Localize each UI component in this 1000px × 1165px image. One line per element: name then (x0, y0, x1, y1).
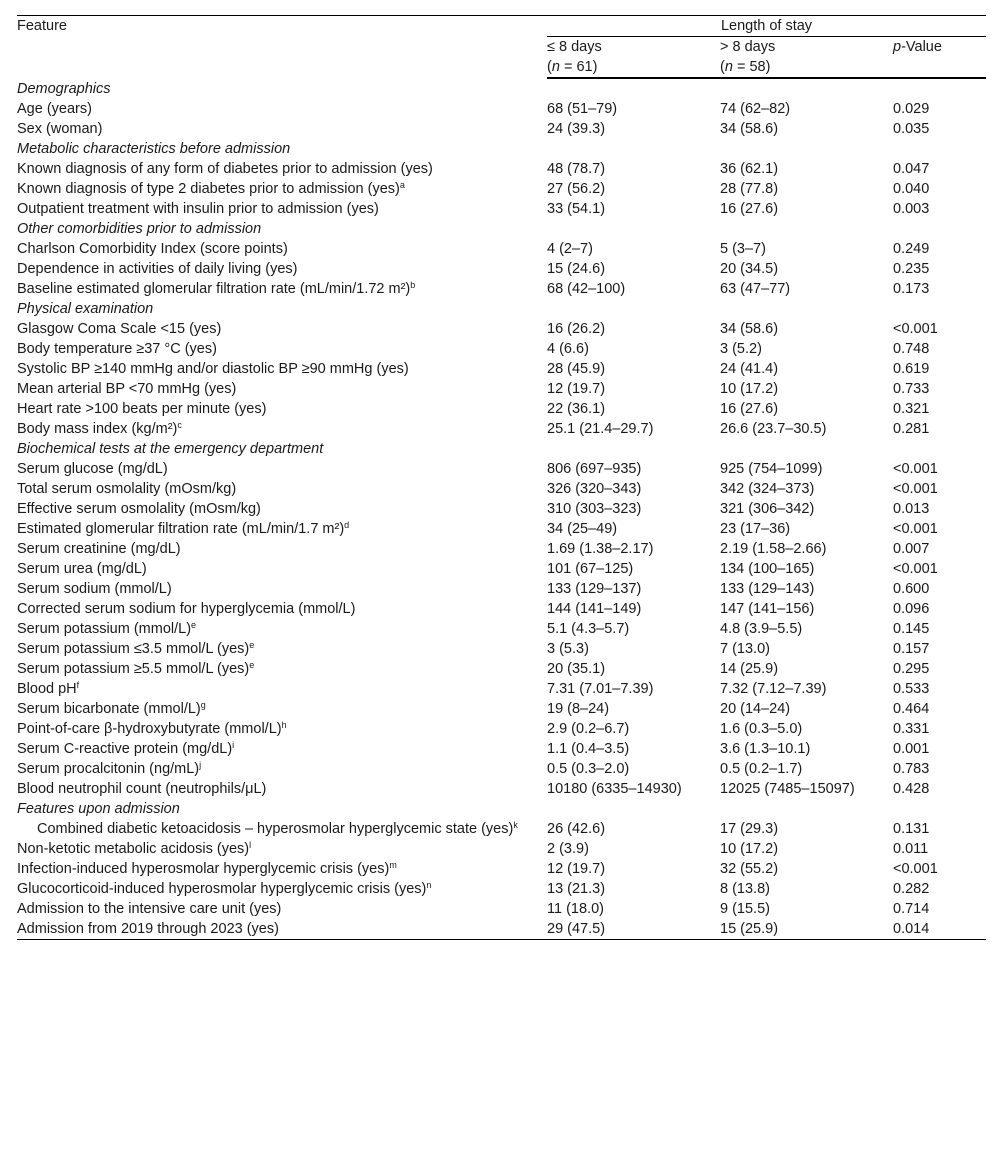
table-body (17, 78, 986, 940)
group-le-8-days-value: 11 (18.0) (547, 901, 604, 917)
section-title: Metabolic characteristics before admission (17, 141, 291, 157)
p-value-header-rest: -Value (901, 39, 942, 55)
group-le-8-days-n: (n = 61) (547, 59, 598, 75)
p-value: 0.619 (893, 361, 930, 377)
feature-label: Serum potassium ≥5.5 mmol/L (yes) (17, 661, 250, 677)
footnote-marker: f (76, 680, 80, 690)
table-row (17, 639, 986, 659)
footnote-marker: e (249, 660, 255, 670)
group-le-8-days-value: 28 (45.9) (547, 361, 606, 377)
footnote-marker: e (249, 640, 255, 650)
p-value: <0.001 (893, 561, 938, 577)
feature-cell (17, 239, 547, 259)
section-header-row (17, 139, 986, 159)
feature-label: Serum potassium (mmol/L) (17, 621, 192, 637)
feature-label: Effective serum osmolality (mOsm/kg) (17, 501, 261, 517)
group-gt-8-days-value: 28 (77.8) (720, 181, 779, 197)
feature-label: Non-ketotic metabolic acidosis (yes) (17, 841, 250, 857)
p-value: 0.040 (893, 181, 930, 197)
feature-label: Age (years) (17, 101, 92, 117)
footnote-marker: i (232, 740, 235, 750)
table-row (17, 619, 986, 639)
feature-label: Glucocorticoid-induced hyperosmolar hyperglycemic crisis (yes) (17, 881, 427, 897)
group-gt-8-days-value: 3.6 (1.3–10.1) (720, 741, 811, 757)
feature-label: Serum bicarbonate (mmol/L) (17, 701, 201, 717)
section-header-row (17, 799, 986, 819)
table-row (17, 779, 986, 799)
feature-label: Serum sodium (mmol/L) (17, 581, 172, 597)
group-gt-8-days-value: 74 (62–82) (720, 101, 791, 117)
p-value: <0.001 (893, 481, 938, 497)
group-le-8-days-label: ≤ 8 days (547, 39, 602, 55)
group-gt-8-days-label: > 8 days (720, 39, 776, 55)
feature-cell (17, 399, 547, 419)
feature-label: Infection-induced hyperosmolar hyperglycemic crisis (yes) (17, 861, 390, 877)
section-header-row (17, 78, 986, 99)
group-gt-8-days-value: 0.5 (0.2–1.7) (720, 761, 803, 777)
group-gt-8-days-value: 32 (55.2) (720, 861, 779, 877)
group-le-8-days-value: 24 (39.3) (547, 121, 606, 137)
feature-cell (17, 99, 547, 119)
table-row (17, 559, 986, 579)
group-gt-8-days-header (720, 37, 893, 79)
p-value: 0.282 (893, 881, 930, 897)
group-le-8-days-value: 12 (19.7) (547, 381, 606, 397)
group-le-8-days-value: 10180 (6335–14930) (547, 781, 682, 797)
feature-cell (17, 639, 547, 659)
p-value: 0.733 (893, 381, 930, 397)
table-row (17, 379, 986, 399)
feature-cell (17, 879, 547, 899)
table-row (17, 539, 986, 559)
feature-label: Point-of-care β-hydroxybutyrate (mmol/L) (17, 721, 282, 737)
p-value: 0.281 (893, 421, 930, 437)
feature-cell (17, 739, 547, 759)
feature-cell (17, 259, 547, 279)
feature-label: Blood neutrophil count (neutrophils/μL) (17, 781, 267, 797)
table-row (17, 879, 986, 899)
feature-label: Systolic BP ≥140 mmHg and/or diastolic BP ≥90 mmHg (yes) (17, 361, 409, 377)
p-value: 0.331 (893, 721, 930, 737)
group-le-8-days-value: 25.1 (21.4–29.7) (547, 421, 654, 437)
table-row (17, 679, 986, 699)
section-header-row (17, 439, 986, 459)
group-le-8-days-value: 29 (47.5) (547, 919, 720, 940)
group-le-8-days-value: 68 (51–79) (547, 101, 618, 117)
feature-label: Serum urea (mg/dL) (17, 561, 147, 577)
section-title: Other comorbidities prior to admission (17, 221, 262, 237)
table-row (17, 339, 986, 359)
feature-label: Dependence in activities of daily living (yes) (17, 261, 298, 277)
group-le-8-days-value: 12 (19.7) (547, 861, 606, 877)
feature-label: Serum glucose (mg/dL) (17, 461, 168, 477)
group-gt-8-days-value: 10 (17.2) (720, 381, 779, 397)
group-le-8-days-value: 27 (56.2) (547, 181, 606, 197)
group-le-8-days-value: 1.1 (0.4–3.5) (547, 741, 630, 757)
table-row (17, 279, 986, 299)
group-le-8-days-value: 15 (24.6) (547, 261, 606, 277)
footnote-marker: d (344, 520, 350, 530)
footnote-marker: h (281, 720, 287, 730)
p-value: <0.001 (893, 321, 938, 337)
p-value: 0.007 (893, 541, 930, 557)
feature-label: Outpatient treatment with insulin prior to admission (yes) (17, 201, 379, 217)
table-row (17, 659, 986, 679)
table-row (17, 579, 986, 599)
p-value: <0.001 (893, 861, 938, 877)
group-le-8-days-value: 2.9 (0.2–6.7) (547, 721, 630, 737)
p-value: 0.464 (893, 701, 930, 717)
table-row (17, 839, 986, 859)
p-value: 0.014 (893, 919, 986, 940)
feature-label: Estimated glomerular filtration rate (mL/min/1.7 m²) (17, 521, 345, 537)
group-le-8-days-value: 16 (26.2) (547, 321, 606, 337)
p-value: 0.157 (893, 641, 930, 657)
feature-label: Sex (woman) (17, 121, 103, 137)
p-value: 0.235 (893, 261, 930, 277)
feature-cell (17, 499, 547, 519)
table-row (17, 319, 986, 339)
p-value: 0.047 (893, 161, 930, 177)
group-gt-8-days-value: 16 (27.6) (720, 201, 779, 217)
group-gt-8-days-value: 342 (324–373) (720, 481, 815, 497)
p-value: 0.173 (893, 281, 930, 297)
footnote-marker: k (513, 820, 518, 830)
table-row (17, 759, 986, 779)
feature-label: Mean arterial BP <70 mmHg (yes) (17, 381, 237, 397)
table-row (17, 499, 986, 519)
p-value: 0.783 (893, 761, 930, 777)
feature-cell (17, 179, 547, 199)
footnote-marker: e (191, 620, 197, 630)
feature-label: Blood pH (17, 681, 77, 697)
group-gt-8-days-value: 34 (58.6) (720, 321, 779, 337)
feature-cell (17, 719, 547, 739)
group-le-8-days-n-value: 61 (576, 59, 593, 75)
group-gt-8-days-value: 5 (3–7) (720, 241, 766, 257)
group-gt-8-days-value: 16 (27.6) (720, 401, 779, 417)
group-gt-8-days-value: 9 (15.5) (720, 901, 770, 917)
table-row (17, 719, 986, 739)
group-gt-8-days-value: 8 (13.8) (720, 881, 770, 897)
table-row (17, 259, 986, 279)
footnote-marker: l (249, 840, 252, 850)
feature-cell (17, 279, 547, 299)
group-gt-8-days-value: 20 (34.5) (720, 261, 779, 277)
group-le-8-days-value: 4 (2–7) (547, 241, 593, 257)
p-value-header-italic: p (893, 39, 902, 55)
table-row (17, 699, 986, 719)
feature-cell (17, 579, 547, 599)
feature-label: Serum C-reactive protein (mg/dL) (17, 741, 233, 757)
feature-label: Charlson Comorbidity Index (score points) (17, 241, 288, 257)
group-le-8-days-value: 13 (21.3) (547, 881, 606, 897)
group-gt-8-days-value: 15 (25.9) (720, 919, 893, 940)
p-value: 0.096 (893, 601, 930, 617)
group-le-8-days-value: 101 (67–125) (547, 561, 634, 577)
group-gt-8-days-value: 23 (17–36) (720, 521, 791, 537)
feature-cell (17, 519, 547, 539)
group-le-8-days-value: 33 (54.1) (547, 201, 606, 217)
p-value: 0.748 (893, 341, 930, 357)
p-value: 0.013 (893, 501, 930, 517)
length-of-stay-header: Length of stay (547, 16, 986, 37)
feature-label: Serum procalcitonin (ng/mL) (17, 761, 200, 777)
p-value: 0.003 (893, 201, 930, 217)
group-gt-8-days-value: 10 (17.2) (720, 841, 779, 857)
table-row (17, 419, 986, 439)
feature-label: Glasgow Coma Scale <15 (yes) (17, 321, 222, 337)
feature-label: Corrected serum sodium for hyperglycemia (mmol/L) (17, 601, 356, 617)
table-row (17, 919, 986, 940)
group-gt-8-days-value: 24 (41.4) (720, 361, 779, 377)
group-gt-8-days-value: 1.6 (0.3–5.0) (720, 721, 803, 737)
feature-cell (17, 159, 547, 179)
group-le-8-days-value: 20 (35.1) (547, 661, 606, 677)
group-gt-8-days-value: 2.19 (1.58–2.66) (720, 541, 827, 557)
table-row (17, 359, 986, 379)
feature-cell (17, 199, 547, 219)
p-value: 0.428 (893, 781, 930, 797)
footnote-marker: c (177, 420, 182, 430)
footnote-marker: a (399, 180, 405, 190)
feature-cell (17, 379, 547, 399)
group-le-8-days-value: 1.69 (1.38–2.17) (547, 541, 654, 557)
feature-label: Serum potassium ≤3.5 mmol/L (yes) (17, 641, 250, 657)
group-gt-8-days-value: 134 (100–165) (720, 561, 815, 577)
group-le-8-days-value: 806 (697–935) (547, 461, 642, 477)
feature-label: Heart rate >100 beats per minute (yes) (17, 401, 267, 417)
group-le-8-days-value: 26 (42.6) (547, 821, 606, 837)
group-gt-8-days-value: 321 (306–342) (720, 501, 815, 517)
feature-cell (17, 699, 547, 719)
feature-cell (17, 779, 547, 799)
p-value: 0.011 (893, 841, 929, 857)
p-value: 0.145 (893, 621, 930, 637)
section-title: Features upon admission (17, 801, 180, 817)
feature-cell (17, 759, 547, 779)
footnote-marker: n (426, 880, 432, 890)
p-value: 0.131 (893, 821, 930, 837)
footnote-marker: j (199, 760, 202, 770)
p-value: 0.600 (893, 581, 930, 597)
feature-column-header: Feature (17, 18, 67, 34)
feature-label: Known diagnosis of type 2 diabetes prior to admission (yes) (17, 181, 400, 197)
table-row (17, 179, 986, 199)
feature-cell (17, 659, 547, 679)
feature-label: Body temperature ≥37 °C (yes) (17, 341, 217, 357)
table-row (17, 519, 986, 539)
group-le-8-days-value: 22 (36.1) (547, 401, 606, 417)
group-le-8-days-value: 144 (141–149) (547, 601, 642, 617)
feature-label: Combined diabetic ketoacidosis – hyperosmolar hyperglycemic state (yes) (37, 821, 514, 837)
table-row (17, 99, 986, 119)
group-le-8-days-header (547, 37, 720, 79)
p-value: <0.001 (893, 521, 938, 537)
feature-cell (17, 539, 547, 559)
feature-cell (17, 619, 547, 639)
group-gt-8-days-n-value: 58 (749, 59, 766, 75)
p-value: 0.321 (893, 401, 930, 417)
group-gt-8-days-value: 7 (13.0) (720, 641, 770, 657)
group-gt-8-days-value: 147 (141–156) (720, 601, 815, 617)
group-gt-8-days-value: 133 (129–143) (720, 581, 815, 597)
group-le-8-days-value: 0.5 (0.3–2.0) (547, 761, 630, 777)
group-le-8-days-value: 2 (3.9) (547, 841, 589, 857)
section-title: Biochemical tests at the emergency department (17, 441, 324, 457)
feature-cell (17, 839, 547, 859)
group-le-8-days-value: 3 (5.3) (547, 641, 589, 657)
group-gt-8-days-n: (n = 58) (720, 59, 771, 75)
feature-cell (17, 419, 547, 439)
group-gt-8-days-value: 3 (5.2) (720, 341, 762, 357)
p-value: 0.714 (893, 901, 930, 917)
feature-cell (17, 119, 547, 139)
feature-cell (17, 819, 547, 839)
group-gt-8-days-value: 26.6 (23.7–30.5) (720, 421, 827, 437)
table-row (17, 399, 986, 419)
feature-label: Admission from 2019 through 2023 (yes) (17, 921, 279, 937)
table-row (17, 119, 986, 139)
group-le-8-days-value: 326 (320–343) (547, 481, 642, 497)
table-row (17, 599, 986, 619)
table-row (17, 239, 986, 259)
table-row (17, 199, 986, 219)
p-value: 0.249 (893, 241, 930, 257)
feature-cell (17, 919, 547, 940)
p-value-header (893, 37, 986, 79)
table-row (17, 479, 986, 499)
feature-label: Total serum osmolality (mOsm/kg) (17, 481, 237, 497)
table-row (17, 739, 986, 759)
feature-cell (17, 599, 547, 619)
p-value: <0.001 (893, 461, 938, 477)
group-gt-8-days-value: 925 (754–1099) (720, 461, 823, 477)
feature-cell (17, 459, 547, 479)
group-gt-8-days-value: 17 (29.3) (720, 821, 779, 837)
length-of-stay-table (17, 15, 986, 940)
p-value: 0.533 (893, 681, 930, 697)
feature-cell (17, 899, 547, 919)
group-gt-8-days-value: 63 (47–77) (720, 281, 791, 297)
group-le-8-days-value: 4 (6.6) (547, 341, 589, 357)
group-le-8-days-value: 19 (8–24) (547, 701, 610, 717)
table-row (17, 159, 986, 179)
group-gt-8-days-value: 36 (62.1) (720, 161, 779, 177)
feature-label: Admission to the intensive care unit (yes) (17, 901, 282, 917)
group-le-8-days-value: 68 (42–100) (547, 281, 626, 297)
section-title: Physical examination (17, 301, 154, 317)
feature-cell (17, 359, 547, 379)
group-gt-8-days-value: 34 (58.6) (720, 121, 779, 137)
p-value: 0.001 (893, 741, 930, 757)
feature-label: Known diagnosis of any form of diabetes prior to admission (yes) (17, 161, 433, 177)
table-row (17, 859, 986, 879)
feature-label: Serum creatinine (mg/dL) (17, 541, 181, 557)
p-value: 0.029 (893, 101, 930, 117)
feature-cell (17, 479, 547, 499)
footnote-marker: m (389, 860, 397, 870)
feature-label: Body mass index (kg/m²) (17, 421, 178, 437)
group-gt-8-days-value: 4.8 (3.9–5.5) (720, 621, 803, 637)
feature-label: Baseline estimated glomerular filtration rate (mL/min/1.72 m²) (17, 281, 411, 297)
feature-cell (17, 339, 547, 359)
group-le-8-days-value: 48 (78.7) (547, 161, 606, 177)
feature-cell (17, 559, 547, 579)
p-value: 0.295 (893, 661, 930, 677)
section-header-row (17, 219, 986, 239)
group-gt-8-days-value: 12025 (7485–15097) (720, 781, 855, 797)
p-value: 0.035 (893, 121, 930, 137)
group-le-8-days-value: 34 (25–49) (547, 521, 618, 537)
table-row (17, 459, 986, 479)
group-gt-8-days-value: 7.32 (7.12–7.39) (720, 681, 827, 697)
footnote-marker: g (200, 700, 206, 710)
feature-cell (17, 319, 547, 339)
group-le-8-days-value: 7.31 (7.01–7.39) (547, 681, 654, 697)
group-le-8-days-value: 133 (129–137) (547, 581, 642, 597)
group-gt-8-days-value: 20 (14–24) (720, 701, 791, 717)
footnote-marker: b (410, 280, 416, 290)
group-le-8-days-value: 5.1 (4.3–5.7) (547, 621, 630, 637)
feature-cell (17, 679, 547, 699)
group-gt-8-days-value: 14 (25.9) (720, 661, 779, 677)
feature-cell (17, 859, 547, 879)
table-row (17, 899, 986, 919)
group-le-8-days-value: 310 (303–323) (547, 501, 642, 517)
table-row (17, 819, 986, 839)
section-title: Demographics (17, 81, 111, 97)
section-header-row (17, 299, 986, 319)
